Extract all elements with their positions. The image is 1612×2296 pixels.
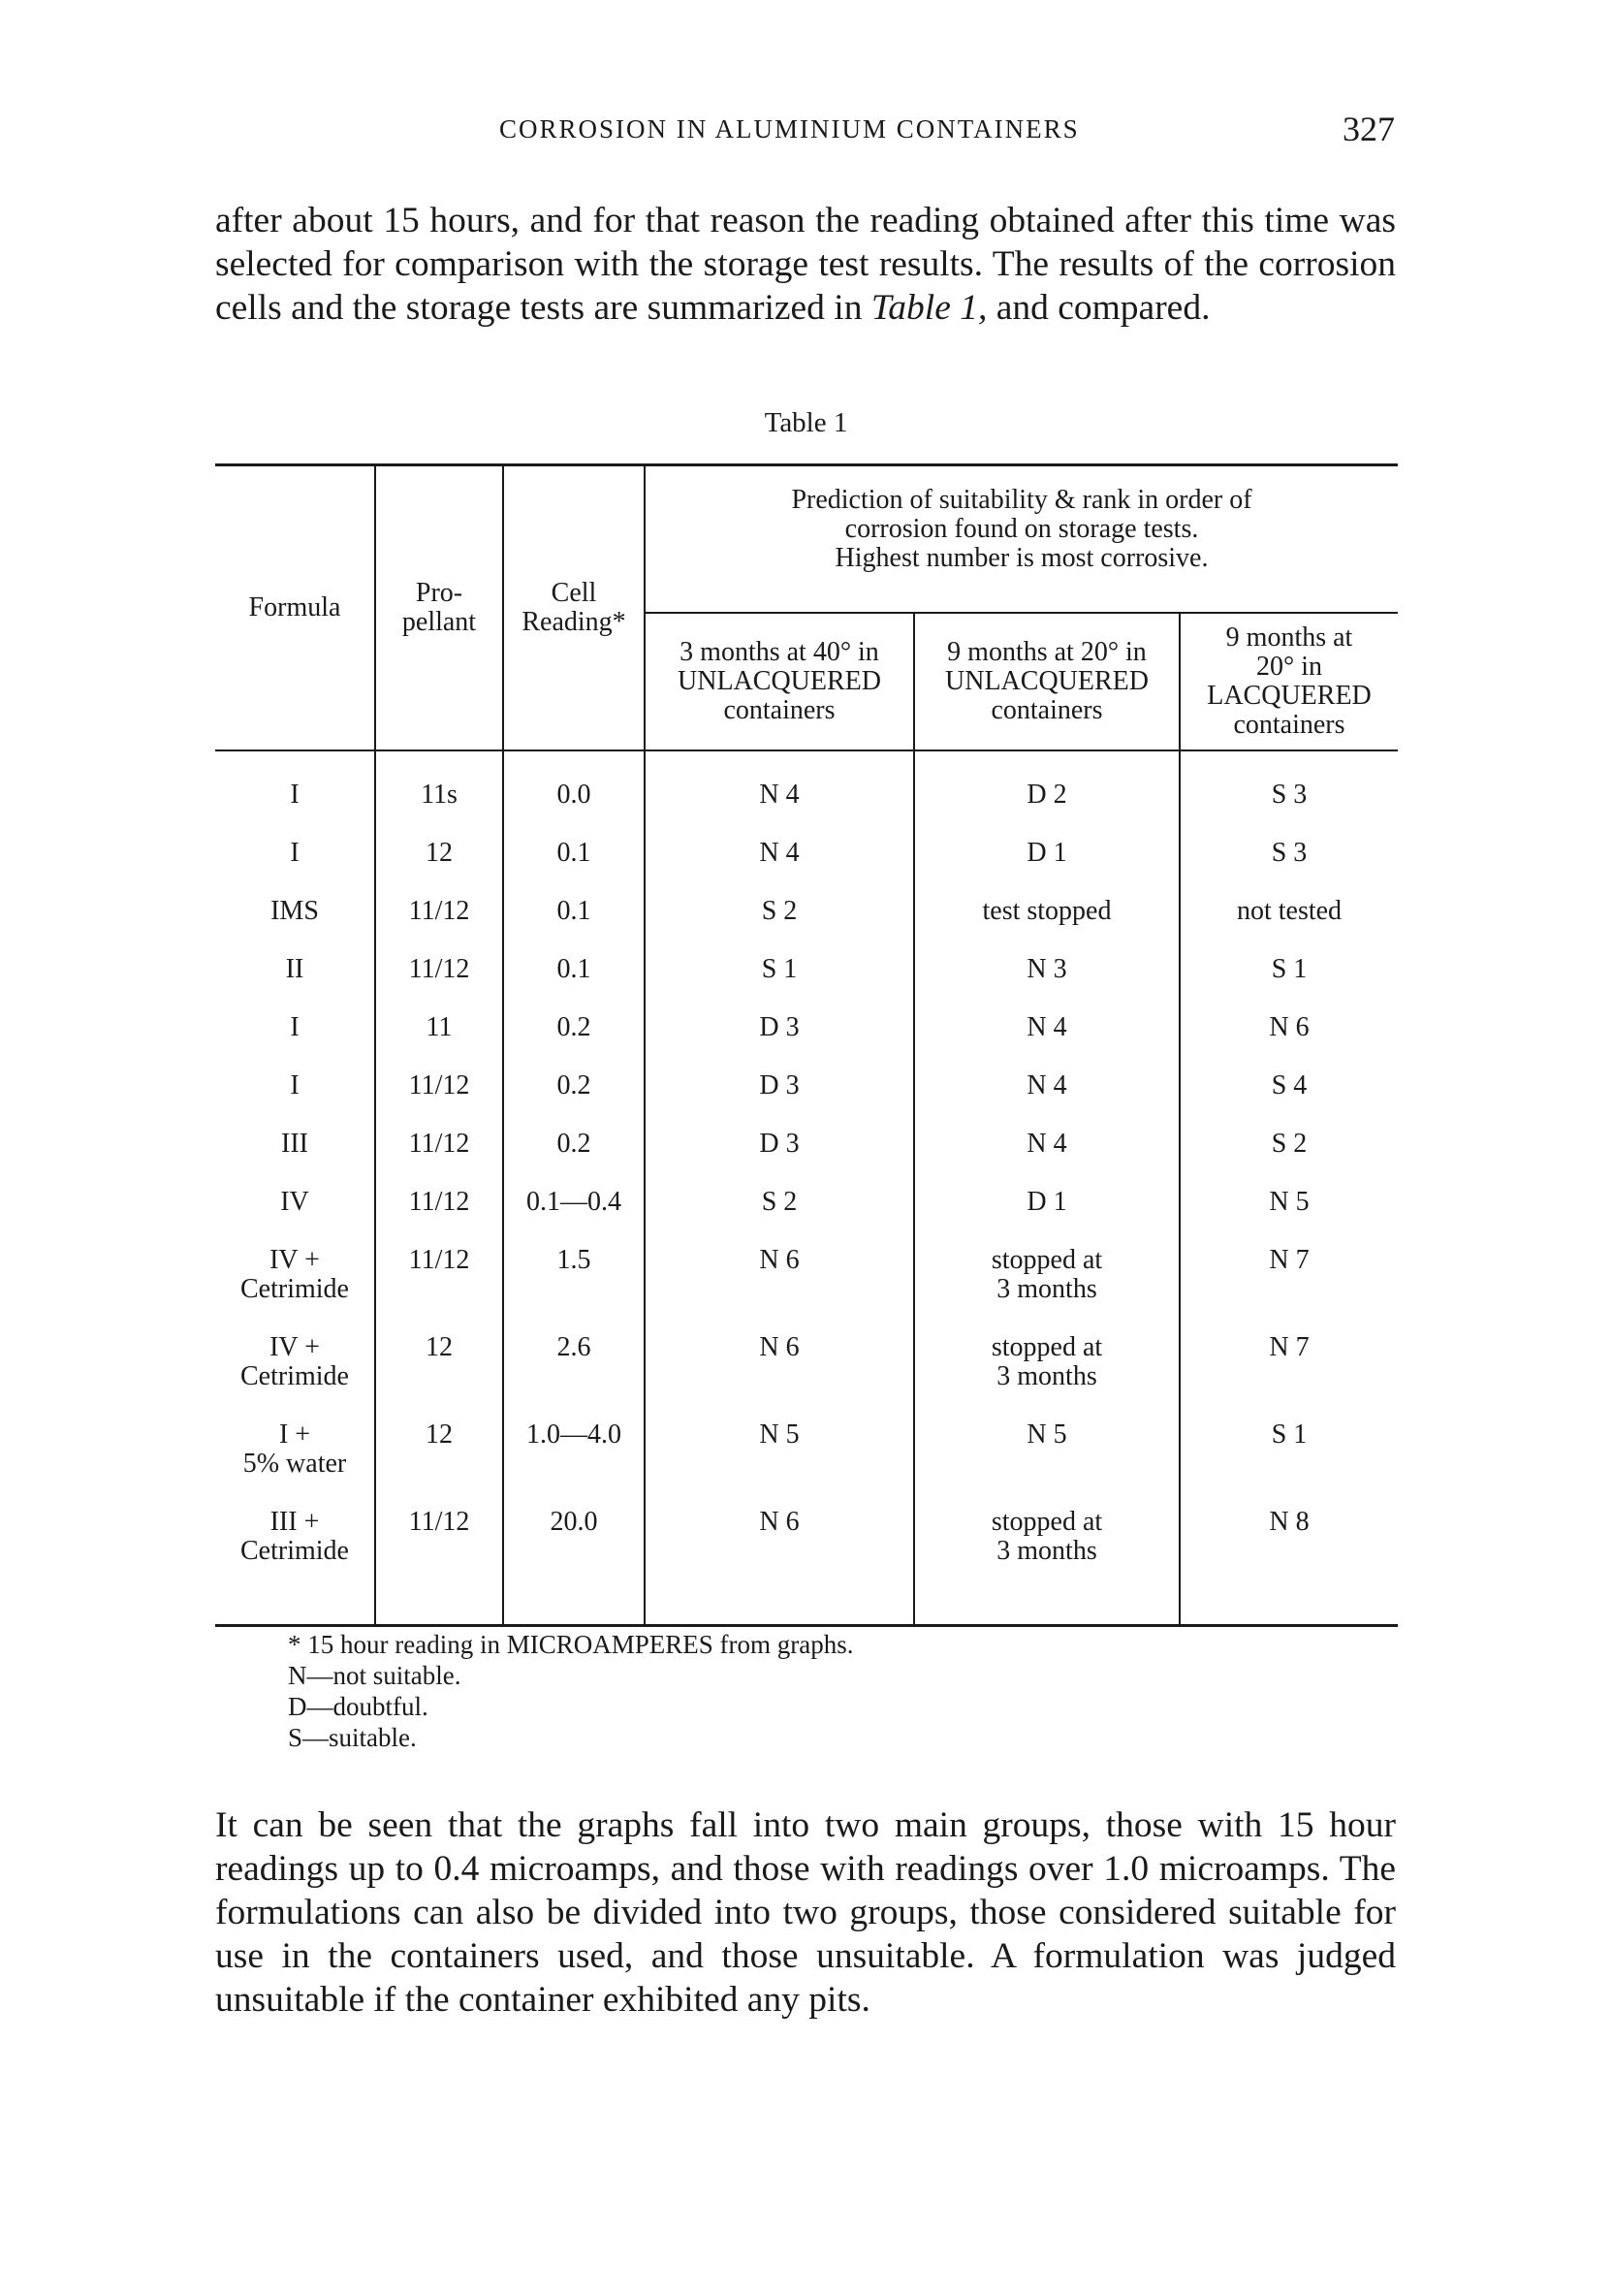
table-row [215,955,1398,1013]
cell-unlacquered-line2: 3 months [996,1361,1097,1391]
cell-9-months-lacquered: S 4 [1180,1071,1398,1130]
header-col4-line2: UNLACQUERED [945,666,1149,696]
header-formula: Formula [215,465,375,751]
cell-propellant: 11/12 [375,1246,503,1333]
header-propellant-line1: Pro- [415,578,463,608]
cell-formula-line2: 5% water [242,1449,347,1479]
footnote-doubtful: D—doubtful. [288,1692,428,1721]
table-footnotes [288,1629,853,1753]
table-row [215,1508,1398,1626]
cell-formula: I [290,1070,300,1100]
cell-reading: 0.0 [503,750,645,839]
cell-formula: IMS [270,896,319,926]
cell-unlacquered-line2: 3 months [996,1274,1097,1304]
cell-formula-line2: Cetrimide [240,1361,349,1391]
header-cell-line2: Reading* [522,607,626,637]
header-9-months-20-unlacquered [914,613,1180,750]
cell-9-months-lacquered: N 7 [1180,1246,1398,1333]
table-row [215,1188,1398,1246]
cell-formula: I [290,1012,300,1042]
header-col5-line3: LACQUERED [1207,681,1372,711]
header-propellant [375,465,503,751]
cell-9-months-unlacquered: test stopped [914,897,1180,955]
header-propellant-line2: pellant [401,607,477,637]
cell-unlacquered-line1: stopped at [991,1332,1103,1362]
cell-propellant: 11/12 [375,1071,503,1130]
cell-9-months-unlacquered: N 4 [914,1130,1180,1188]
intro-paragraph [215,199,1396,330]
table-row [215,1420,1398,1508]
cell-9-months-unlacquered [914,1246,1180,1333]
cell-9-months-lacquered: N 8 [1180,1508,1398,1626]
cell-propellant: 11/12 [375,1130,503,1188]
table-row [215,1246,1398,1333]
footnote-not-suitable: N—not suitable. [288,1661,461,1690]
cell-9-months-unlacquered: N 4 [914,1071,1180,1130]
cell-reading: 2.6 [503,1333,645,1420]
cell-9-months-lacquered: N 5 [1180,1188,1398,1246]
cell-formula: III [281,1129,308,1159]
header-col3-line3: containers [723,695,836,725]
table-reference: Table 1, [870,288,988,328]
header-col3-line1: 3 months at 40° in [680,637,879,667]
results-table [215,463,1398,1627]
cell-3-months-40: S 2 [645,1188,914,1246]
cell-formula: II [285,954,304,984]
cell-formula [215,1333,375,1420]
header-9-months-20-lacquered [1180,613,1398,750]
cell-formula-line2: Cetrimide [240,1536,349,1566]
header-col3-line2: UNLACQUERED [678,666,881,696]
conclusion-paragraph: It can be seen that the graphs fall into two main groups, those with 15 hour readings up to 0.4 microamps, and those with readings over 1.0 microamps. The formulations can also be divided into two groups, those considered suitable for use in the containers used, and those unsuitable. A formulation was judged unsuitable if the container exhibited any pits. [215,1805,1396,2020]
cell-reading: 0.2 [503,1130,645,1188]
cell-reading: 1.5 [503,1246,645,1333]
cell-propellant: 12 [375,1420,503,1508]
header-col5-line4: containers [1233,710,1345,740]
cell-9-months-unlacquered: N 5 [914,1420,1180,1508]
cell-formula: I [290,780,300,810]
cell-formula-line1: III + [269,1507,320,1537]
cell-reading: 0.1 [503,839,645,897]
cell-unlacquered-line1: stopped at [991,1507,1103,1537]
cell-3-months-40: D 3 [645,1013,914,1071]
cell-9-months-unlacquered [914,1333,1180,1420]
cell-reading: 20.0 [503,1508,645,1626]
cell-reading: 0.2 [503,1071,645,1130]
table-row [215,1071,1398,1130]
header-col5-line2: 20° in [1256,652,1322,682]
footnote-suitable: S—suitable. [288,1723,417,1752]
table-row [215,897,1398,955]
header-cell-reading [503,465,645,751]
cell-unlacquered-line2: 3 months [996,1536,1097,1566]
header-row-top [215,465,1398,614]
cell-reading: 1.0—4.0 [503,1420,645,1508]
cell-propellant: 11/12 [375,955,503,1013]
header-prediction-group [645,465,1398,614]
cell-9-months-lacquered: S 3 [1180,839,1398,897]
table-body [215,750,1398,1626]
footnote-microamperes: * 15 hour reading in MICROAMPERES from graphs. [288,1630,854,1659]
cell-9-months-lacquered: S 2 [1180,1130,1398,1188]
header-group-line3: Highest number is most corrosive. [835,543,1209,573]
cell-reading: 0.1—0.4 [503,1188,645,1246]
cell-formula-line1: IV + [269,1332,320,1362]
cell-3-months-40: N 6 [645,1246,914,1333]
cell-9-months-lacquered: N 6 [1180,1013,1398,1071]
cell-reading: 0.1 [503,897,645,955]
page-number: 327 [1343,110,1395,148]
header-cell-line1: Cell [551,578,597,608]
cell-propellant: 12 [375,1333,503,1420]
table-row [215,750,1398,839]
cell-3-months-40: N 6 [645,1508,914,1626]
cell-formula-line1: I + [278,1419,311,1450]
cell-9-months-lacquered: S 1 [1180,955,1398,1013]
table-row [215,839,1398,897]
intro-text-before: after about 15 hours, and for that reason the reading obtained after this time was selected for comparison with the storage test results. The results of the corrosion cells and the storage tests are summarized in [215,201,1396,328]
header-col5-line1: 9 months at [1225,622,1353,653]
cell-9-months-unlacquered [914,1508,1180,1626]
cell-formula: I [290,838,300,868]
cell-9-months-unlacquered: N 4 [914,1013,1180,1071]
cell-propellant: 12 [375,839,503,897]
cell-9-months-lacquered: not tested [1180,897,1398,955]
running-head: CORROSION IN ALUMINIUM CONTAINERS [499,114,1080,144]
cell-propellant: 11/12 [375,1508,503,1626]
cell-reading: 0.2 [503,1013,645,1071]
cell-9-months-lacquered: N 7 [1180,1333,1398,1420]
cell-9-months-unlacquered: D 1 [914,839,1180,897]
table-row [215,1013,1398,1071]
cell-9-months-unlacquered: N 3 [914,955,1180,1013]
cell-3-months-40: S 2 [645,897,914,955]
cell-propellant: 11/12 [375,897,503,955]
cell-formula-line2: Cetrimide [240,1274,349,1304]
cell-propellant: 11 [375,1013,503,1071]
cell-3-months-40: D 3 [645,1130,914,1188]
header-col4-line1: 9 months at 20° in [947,637,1147,667]
cell-formula [215,1246,375,1333]
cell-3-months-40: D 3 [645,1071,914,1130]
cell-3-months-40: N 5 [645,1420,914,1508]
cell-9-months-lacquered: S 1 [1180,1420,1398,1508]
table-caption: Table 1 [764,407,848,438]
cell-formula [215,1508,375,1626]
cell-formula [215,1420,375,1508]
cell-3-months-40: N 6 [645,1333,914,1420]
table-row [215,1130,1398,1188]
cell-3-months-40: N 4 [645,750,914,839]
cell-9-months-unlacquered: D 2 [914,750,1180,839]
cell-3-months-40: S 1 [645,955,914,1013]
cell-reading: 0.1 [503,955,645,1013]
cell-formula-line1: IV + [269,1245,320,1275]
cell-3-months-40: N 4 [645,839,914,897]
cell-propellant: 11/12 [375,1188,503,1246]
header-col4-line3: containers [991,695,1103,725]
cell-9-months-lacquered: S 3 [1180,750,1398,839]
cell-unlacquered-line1: stopped at [991,1245,1103,1275]
cell-9-months-unlacquered: D 1 [914,1188,1180,1246]
cell-propellant: 11s [375,750,503,839]
cell-formula: IV [280,1187,309,1217]
header-3-months-40 [645,613,914,750]
header-group-line2: corrosion found on storage tests. [844,514,1199,544]
table-row [215,1333,1398,1420]
header-group-line1: Prediction of suitability & rank in order of [791,485,1252,515]
intro-text-after: and compared. [987,288,1211,328]
